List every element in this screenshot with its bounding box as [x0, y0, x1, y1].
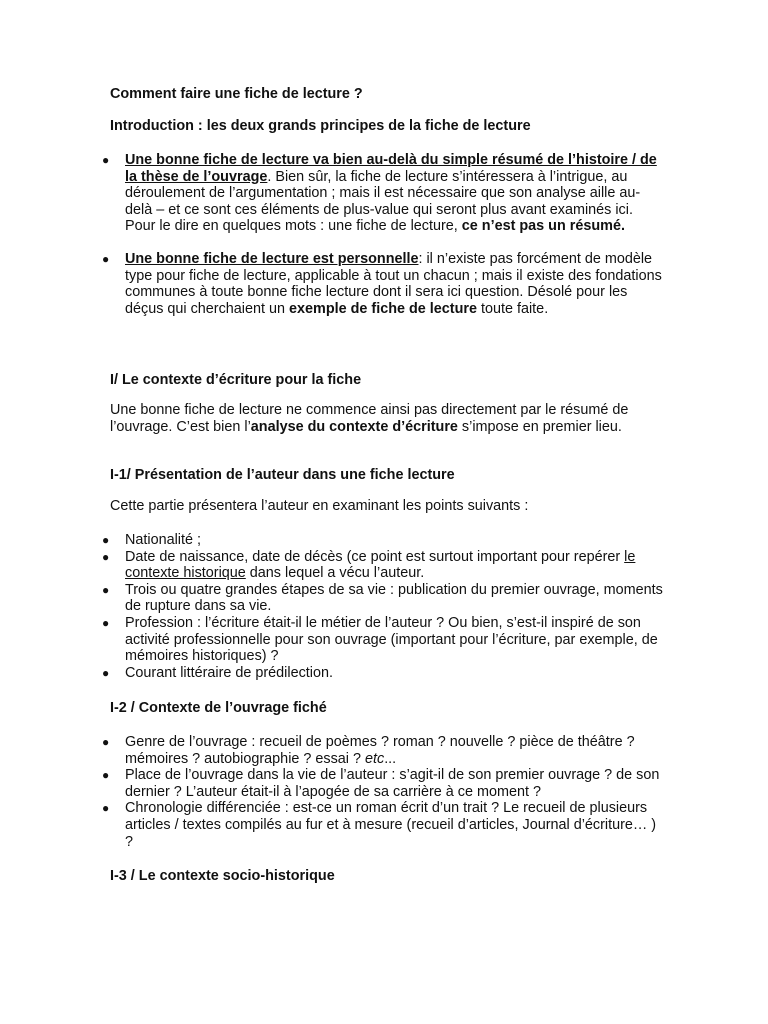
principles-list — [102, 152, 665, 317]
item-text: Trois ou quatre grandes étapes de sa vie : publication du premier ouvrage, moments de rupture dans sa vie. — [125, 581, 663, 615]
bullet-icon: ● — [102, 615, 110, 630]
list-item — [102, 152, 665, 235]
bullet-icon: ● — [102, 735, 110, 749]
section-heading: I-3 / Le contexte socio-historique — [110, 868, 335, 884]
section-heading: I-2 / Contexte de l’ouvrage fiché — [110, 700, 327, 716]
section-heading: I/ Le contexte d’écriture pour la fiche — [110, 372, 362, 388]
list-item — [102, 664, 665, 682]
principle-lead: Une bonne fiche de lecture est personnelle — [125, 250, 419, 267]
work-context-list — [102, 734, 665, 850]
section-paragraph — [110, 402, 660, 435]
item-text-end: ... — [384, 750, 397, 767]
item-text: Genre de l’ouvrage : recueil de poèmes ? roman ? nouvelle ? pièce de théâtre ? mémoires ? autobiographie ? essai ? — [125, 734, 635, 767]
item-text: Date de naissance, date de décès (ce point est surtout important pour repérer — [125, 548, 625, 565]
principle-text-end: toute faite. — [476, 300, 549, 317]
item-text: Courant littéraire de prédilection. — [125, 664, 333, 681]
list-item — [102, 548, 665, 582]
list-item — [102, 532, 665, 549]
paragraph-text: Une bonne fiche de lecture ne commence ainsi pas directement par le résumé de l’ouvrage. C’est bien l’ — [110, 402, 629, 435]
bullet-icon: ● — [102, 665, 110, 680]
principle-bold: exemple de fiche de lecture — [289, 300, 477, 317]
list-item — [102, 767, 665, 800]
item-text: Chronologie différenciée : est-ce un roman écrit d’un trait ? Le recueil de plusieurs articles / textes compilés au fur et à mesure (recueil d’articles, Journal d’écriture… ) ? — [125, 800, 657, 850]
bullet-icon: ● — [102, 768, 110, 783]
item-italic-text: etc — [364, 750, 385, 767]
bullet-icon: ● — [102, 801, 110, 816]
paragraph-text-end: s’impose en premier lieu. — [457, 418, 622, 435]
list-item — [102, 581, 665, 615]
item-text-end: dans lequel a vécu l’auteur. — [245, 565, 425, 582]
intro-heading: Introduction : les deux grands principes de la fiche de lecture — [110, 118, 531, 134]
principle-lead: Une bonne fiche de lecture va bien au-delà du simple résumé de l’histoire / de la thèse de l’ouvrage — [125, 152, 657, 185]
item-text: Nationalité ; — [125, 532, 201, 548]
section-intro: Cette partie présentera l’auteur en examinant les points suivants : — [110, 498, 529, 514]
list-item — [102, 734, 665, 767]
list-item — [102, 250, 665, 317]
item-text: Profession : l’écriture était-il le métier de l’auteur ? Ou bien, s’est-il inspiré de son activité professionnelle pour son ouvrage (important pour l’écriture, par exemple, de mémoires historiques) ? — [125, 614, 658, 665]
item-text: Place de l’ouvrage dans la vie de l’auteur : s’agit-il de son premier ouvrage ? de son dernier ? L’auteur était-il à l’apogée de sa carrière à ce moment ? — [125, 767, 660, 800]
paragraph-bold: analyse du contexte d’écriture — [250, 418, 458, 435]
bullet-icon: ● — [102, 582, 110, 597]
item-underlined-text: le contexte historique — [125, 548, 636, 582]
principle-text: : il n’existe pas forcément de modèle type pour fiche de lecture, applicable à tout un chacun ; mais il existe des fondations communes à toute bonne fiche lecture dont il sera ici question. Désolé pour les déçus qui cherchaient un — [125, 250, 662, 317]
author-points-list — [102, 532, 665, 681]
principle-bold: ce n’est pas un résumé. — [461, 218, 625, 235]
list-item — [102, 614, 665, 665]
list-item — [102, 800, 665, 850]
bullet-icon: ● — [102, 251, 110, 266]
bullet-icon: ● — [102, 549, 110, 564]
principle-text: . Bien sûr, la fiche de lecture s’intéressera à l’intrigue, au déroulement de l’argumentation ; mais il est nécessaire que son analyse aille au-delà – et ce sont ces éléments de plus-value qui seront plus avant examinés ici. Pour le dire en quelques mots : une fiche de lecture, — [125, 168, 641, 235]
bullet-icon: ● — [102, 153, 110, 167]
bullet-icon: ● — [102, 533, 110, 547]
document-title: Comment faire une fiche de lecture ? — [110, 86, 363, 102]
section-heading: I-1/ Présentation de l’auteur dans une fiche lecture — [110, 467, 455, 483]
